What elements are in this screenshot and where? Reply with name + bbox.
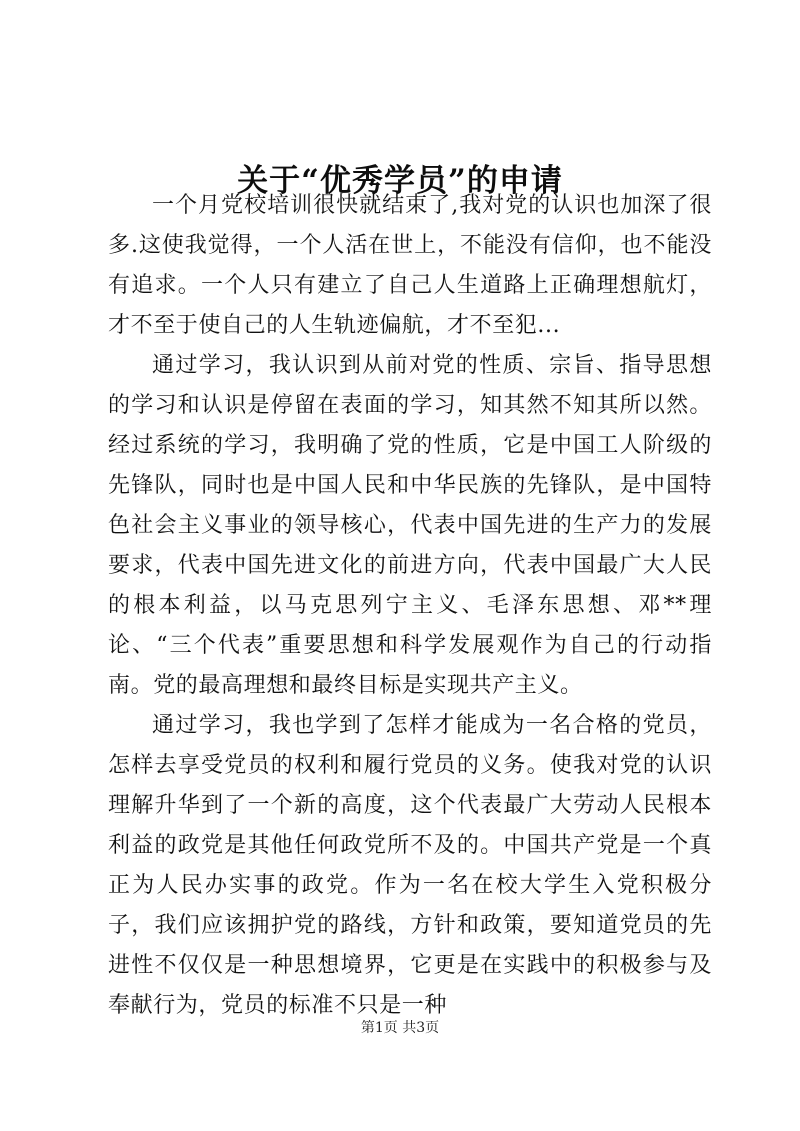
paragraph-2: 通过学习，我认识到从前对党的性质、宗旨、指导思想的学习和认识是停留在表面的学习，知其然不知其所以然。经过系统的学习，我明确了党的性质，它是中国工人阶级的先锋队，同时也是中国人民和中华民族的先锋队，是中国特色社会主义事业的领导核心，代表中国先进的生产力的发展要求，代表中国先进文化的前进方向，代表中国最广大人民的根本利益，以马克思列宁主义、毛泽东思想、邓**理论、“三个代表”重要思想和科学发展观作为自己的行动指南。党的最高理想和最终目标是实现共产主义。 [108,353,712,698]
paragraph-3: 通过学习，我也学到了怎样才能成为一名合格的党员，怎样去享受党员的权利和履行党员的义务。使我对党的认识理解升华到了一个新的高度，这个代表最广大劳动人民根本利益的政党是其他任何政党所不及的。中国共产党是一个真正为人民办实事的政党。作为一名在校大学生入党积极分子，我们应该拥护党的路线，方针和政策，要知道党员的先进性不仅仅是一种思想境界，它更是在实践中的积极参与及奉献行为，党员的标准不只是一种 [108,713,712,1018]
document-body [108,186,712,1026]
paragraph-1: 一个月党校培训很快就结束了,我对党的认识也加深了很多.这使我觉得，一个人活在世上，不能没有信仰，也不能没有追求。一个人只有建立了自己人生道路上正确理想航灯，才不至于使自己的人生轨迹偏航，才不至犯... [108,193,712,338]
document-title: 关于“优秀学员”的申请 [237,162,563,199]
page-footer: 第1页 共3页 [360,1020,440,1036]
